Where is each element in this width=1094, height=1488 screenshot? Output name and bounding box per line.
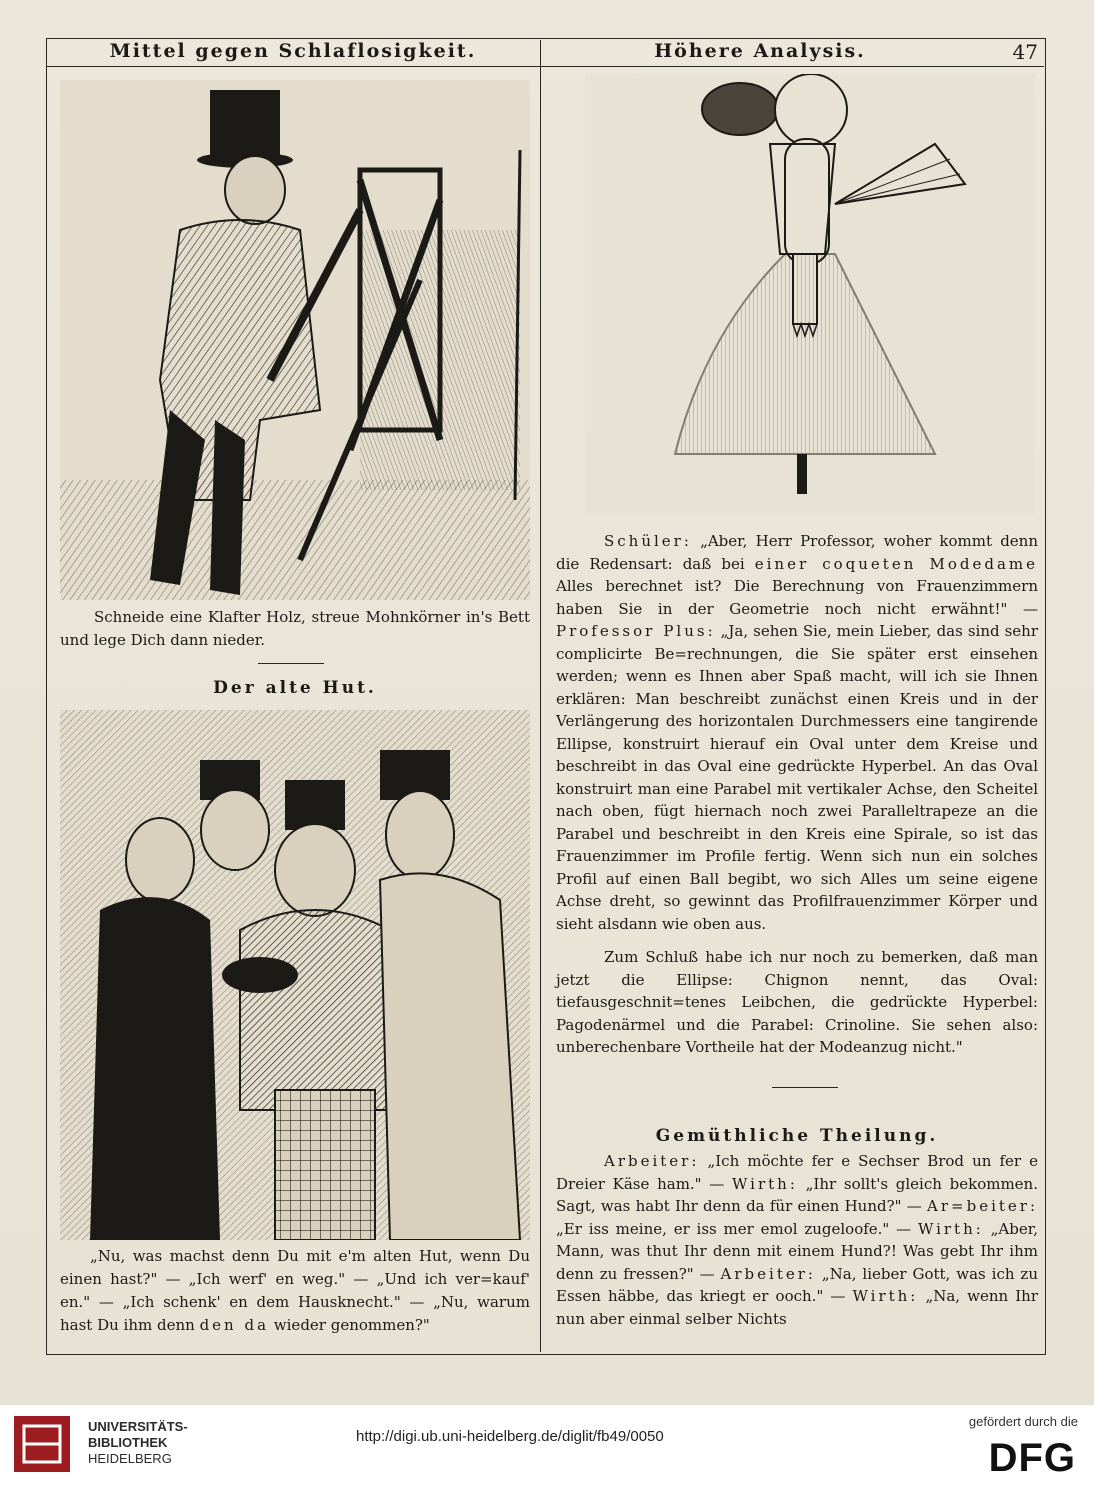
library-name-line3: HEIDELBERG — [88, 1451, 172, 1466]
speaker-innkeeper-2: Wirth: — [917, 1219, 984, 1238]
dialogue-text-1b: Alles berechnet ist? Die Berechnung von Frauenzimmern haben Sie in der Geometrie noch nicht erwähnt!" — — [556, 577, 1038, 618]
dialogue-text-3e: „Na, lieber Gott, was ich zu Essen häbbe, das kriegt er ooch." — — [556, 1264, 1038, 1305]
left-column-header: Mittel gegen Schlaflosigkeit. — [109, 40, 477, 62]
permalink-url[interactable]: http://digi.ub.uni-heidelberg.de/diglit/fb49/0050 — [356, 1428, 664, 1445]
section-divider — [258, 663, 324, 664]
speaker-innkeeper: Wirth: — [732, 1174, 798, 1193]
section-title-division: Gemüthliche Theilung. — [655, 1126, 939, 1146]
caption-wood-sawing: Schneide eine Klafter Holz, streue Mohnkörner in's Bett und lege Dich dann nieder. — [60, 608, 530, 649]
caption-old-hat-text: „Nu, was machst denn Du mit e'm alten Hut, wenn Du einen hast?" — „Ich werf' en weg." — „Und ich ver=kauf' en." — „Ich schenk' en dem Hausknecht." — „Nu, warum hast Du ihm denn — [60, 1247, 530, 1334]
caption-old-hat — [60, 1245, 530, 1337]
speaker-worker: Arbeiter: — [604, 1152, 700, 1170]
speaker-innkeeper-3: Wirth: — [852, 1287, 919, 1305]
library-name-line2: BIBLIOTHEK — [88, 1435, 168, 1450]
page-number: 47 — [1012, 40, 1038, 64]
illustration-wood-sawing — [60, 80, 530, 600]
dialogue-text-3a: „Ich möchte fer e Sechser Brod un fer e Dreier Käse ham." — — [556, 1152, 1038, 1193]
caption-old-hat-end: wieder genommen?" — [269, 1316, 430, 1334]
dialogue-text-3f: „Na, wenn Ihr nun aber einmal selber Nichts — [556, 1287, 1038, 1328]
header-rule — [46, 66, 1044, 67]
dialogue-emphasis-1: einer coqueten Modedame — [754, 554, 1038, 573]
speaker-worker-3: Arbeiter: — [720, 1264, 816, 1283]
dialogue-text-3b: „Ihr sollt's gleich bekommen. Sagt, was habt Ihr denn da für einen Hund?" — — [556, 1174, 1038, 1215]
funding-note: gefördert durch die — [968, 1414, 1078, 1429]
illustration-old-hat — [60, 710, 530, 1240]
dialogue-paragraph-1 — [556, 530, 1038, 935]
section-divider-2 — [772, 1087, 838, 1088]
dialogue-paragraph-3 — [556, 1150, 1038, 1330]
dialogue-text-3d: „Aber, Mann, was thut Ihr denn mit einem Hund?! Was gebt Ihr ihm denn zu fressen?" — — [556, 1219, 1038, 1283]
library-name — [88, 1419, 188, 1467]
illustration-geometric-lady — [585, 74, 1035, 514]
speaker-student: Schüler: — [604, 532, 692, 550]
right-column-header: Höhere Analysis. — [654, 40, 866, 62]
caption-old-hat-emphasis: den da — [199, 1316, 270, 1334]
dfg-logo: DFG — [988, 1436, 1076, 1480]
dialogue-paragraph-2: Zum Schluß habe ich nur noch zu bemerken, daß man jetzt die Ellipse: Chignon nennt, das Oval: tiefausgeschnit=tenes Leibchen, die gedrückte Hyperbel: Pagodenärmel und die Parabel: Crinoline. Sie sehen also: unberechenbare Vortheile hat der Modeanzug nicht." — [556, 948, 1038, 1056]
speaker-professor: Professor Plus: — [556, 622, 716, 640]
library-name-line1: UNIVERSITÄTS- — [88, 1419, 188, 1434]
dialogue-text-3c: „Er iss meine, er iss mer emol zugeloofe." — — [556, 1219, 918, 1238]
section-title-old-hat: Der alte Hut. — [213, 678, 377, 698]
column-rule — [540, 40, 541, 1352]
speaker-worker-2: Ar=beiter: — [927, 1197, 1038, 1215]
university-library-logo-icon — [10, 1412, 74, 1476]
dialogue-text-1a: „Aber, Herr Professor, woher kommt denn die Redensart: daß bei — [556, 532, 1038, 573]
dialogue-text-1c: „Ja, sehen Sie, mein Lieber, das sind sehr complicirte Be=rechnungen, die Sie später erst einsehen werden; wenn es Ihnen aber Spaß macht, will ich sie Ihnen erklären: Man beschreibt zunächst einen Kreis und in der Verlängerung des horizontalen Durchmessers eine tangirende Ellipse, konstruirt hierauf ein Oval unter dem Kreise und beschreibt in das Oval eine gedrückte Hyperbel. An das Oval konstruirt man eine Parabel mit vertikaler Achse, den Scheitel nach oben, fügt hiernach noch zwei Paralleltrapeze an die Parabel und beschreibt in den Kreis eine Spirale, so ist das Frauenzimmer im Profile fertig. Wenn sich nun ein solches Profil auf einen Ball begibt, wo sich Alles um seine eigene Achse dreht, so gewinnt das Profilfrauenzimmer Körper und sieht alsdann wie oben aus. — [556, 622, 1038, 933]
